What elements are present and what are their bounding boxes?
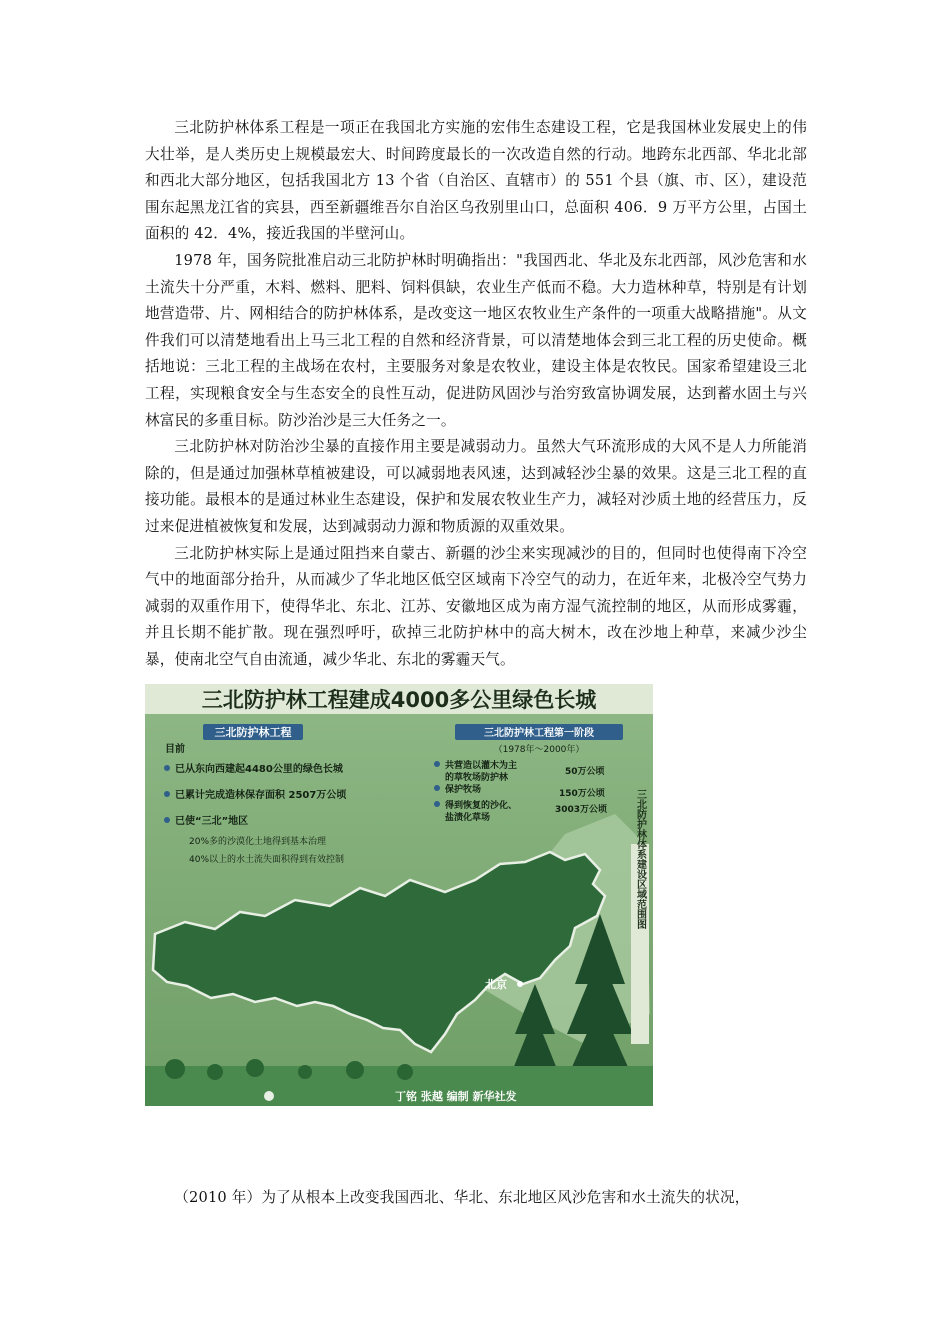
article-body [145,115,807,673]
left-item-3: 已使“三北”地区 [175,816,249,827]
left-box-title: 三北防护林工程 [214,726,292,739]
left-item-1: 已从东向西建起4480公里的绿色长城 [175,764,343,775]
figure-credit: 丁铭 张越 编制 新华社发 [395,1090,517,1103]
left-intro: 目前 [165,744,185,755]
right-period: （1978年～2000年） [493,745,585,755]
map-illustration [145,684,653,1106]
right-item-1-value: 50万公顷 [565,767,605,777]
right-item-3-label: 得到恢复的沙化、 [445,801,518,811]
left-item-2: 已累计完成造林保存面积 2507万公顷 [175,790,347,801]
figure-title: 三北防护林工程建成4000多公里绿色长城 [201,688,597,712]
right-item-2-label: 保护牧场 [445,785,482,795]
right-item-1-label: 共营造以灌木为主 [445,761,518,771]
right-box-title: 三北防护林工程第一阶段 [484,728,594,739]
beijing-marker [517,981,523,987]
right-item-1-label2: 的草牧场防护林 [445,773,509,783]
three-north-shelterbelt-map-figure [145,684,653,1106]
right-item-3-value: 3003万公顷 [555,805,608,815]
paragraph-smog: 三北防护林实际上是通过阻挡来自蒙古、新疆的沙尘来实现减沙的目的，但同时也使得南下冷空气中的地面部分抬升，从而减少了华北地区低空区域南下冷空气的动力，在近年来，北极冷空气势力减弱的双重作用下，使得华北、东北、江苏、安徽地区成为南方湿气流控制的地区，从而形成雾霾，并且长期不能扩散。现在强烈呼吁，砍掉三北防护林中的高大树木，改在沙地上种草，来减少沙尘暴，使南北空气自由流通，减少华北、东北的雾霾天气。 [145,544,807,668]
right-item-3-label2: 盐渍化草场 [445,813,491,823]
left-sub-2: 40%以上的水土流失面积得到有效控制 [189,855,345,865]
beijing-label: 北京 [485,978,507,991]
paragraph-2010: （2010 年）为了从根本上改变我国西北、华北、东北地区风沙危害和水土流失的状况， [174,1189,750,1206]
right-item-2-value: 150万公顷 [559,789,605,799]
side-label: 三北防护林体系建设区域范围图 [634,789,646,929]
paragraph-intro: 三北防护林体系工程是一项正在我国北方实施的宏伟生态建设工程，它是我国林业发展史上的伟大壮举，是人类历史上规模最宏大、时间跨度最长的一次改造自然的行动。地跨东北西部、华北北部和西北大部分地区，包括我国北方 13 个省（自治区、直辖市）的 551 个县（旗、市、区），建设范围东起黑龙江省的宾县，西至新疆维吾尔自治区乌孜别里山口，总面积 406．9 万平方公里，占国土面积的 42．4%，接近我国的半壁河山。 [145,119,807,243]
paragraph-sandstorm: 三北防护林对防治沙尘暴的直接作用主要是减弱动力。虽然大气环流形成的大风不是人力所能消除的，但是通过加强林草植被建设，可以减弱地表风速，达到减轻沙尘暴的效果。这是三北工程的直接功能。最根本的是通过林业生态建设，保护和发展农牧业生产力，减轻对沙质土地的经营压力，反过来促进植被恢复和发展，达到减弱动力源和物质源的双重效果。 [145,438,807,535]
paragraph-1978: 1978 年，国务院批准启动三北防护林时明确指出："我国西北、华北及东北西部，风沙危害和水土流失十分严重，木料、燃料、肥料、饲料俱缺，农业生产低而不稳。大力造林种草，特别是有计划地营造带、片、网相结合的防护林体系，是改变这一地区农牧业生产条件的一项重大战略措施"。从文件我们可以清楚地看出上马三北工程的自然和经济背景，可以清楚地体会到三北工程的历史使命。概括地说：三北工程的主战场在农村，主要服务对象是农牧业，建设主体是农牧民。国家希望建设三北工程，实现粮食安全与生态安全的良性互动，促进防风固沙与治穷致富协调发展，达到蓄水固土与兴林富民的多重目标。防沙治沙是三大任务之一。 [145,251,807,429]
left-sub-1: 20%多的沙漠化土地得到基本治理 [189,837,327,847]
